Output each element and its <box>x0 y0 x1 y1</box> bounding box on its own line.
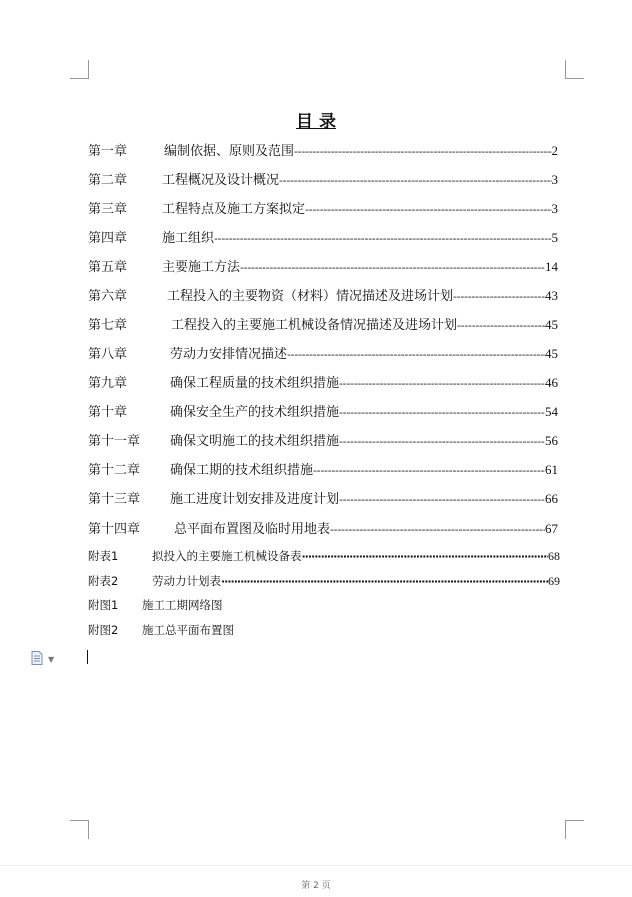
toc-chapter-number: 第三章 <box>88 202 128 217</box>
toc-chapter-row[interactable] <box>88 372 558 391</box>
toc-page-number: 14 <box>545 259 558 274</box>
toc-chapter-title: 主要施工方法 <box>162 260 241 275</box>
toc-page-number: 45 <box>545 346 558 361</box>
toc-leader <box>279 174 551 187</box>
page-number-footer: 第 2 页 <box>301 881 331 891</box>
toc-page-number: 56 <box>545 433 558 448</box>
appendix-leader <box>221 575 548 588</box>
margin-corner-bottom-right <box>565 820 584 839</box>
toc-chapter-title: 劳动力安排情况描述 <box>170 347 288 362</box>
toc-page-number: 67 <box>545 521 558 536</box>
appendix-row[interactable] <box>88 573 560 589</box>
toc-leader <box>240 261 545 274</box>
toc-chapter-number: 第十三章 <box>88 492 141 507</box>
appendix-label: 附表1 <box>88 549 119 563</box>
appendix-leader <box>302 550 549 563</box>
toc-leader <box>457 319 545 332</box>
toc-page-number: 46 <box>545 375 558 390</box>
toc-leader <box>453 290 545 303</box>
appendix-label: 附图2 <box>88 623 119 637</box>
toc-chapter-row[interactable] <box>88 430 558 449</box>
page-separator <box>0 865 632 866</box>
toc-page-number: 3 <box>551 201 558 216</box>
toc-leader <box>339 493 545 506</box>
toc-chapter-number: 第一章 <box>88 144 128 159</box>
toc-page-number: 5 <box>551 230 558 245</box>
document-icon[interactable] <box>31 651 43 665</box>
toc-chapter-row[interactable] <box>88 459 558 478</box>
toc-chapter-number: 第十二章 <box>88 463 141 478</box>
toc-leader <box>339 435 545 448</box>
toc-chapter-row[interactable] <box>88 343 558 362</box>
appendix-title: 拟投入的主要施工机械设备表 <box>152 549 302 563</box>
toc-chapter-row[interactable] <box>88 256 558 275</box>
toc-chapter-title: 确保工期的技术组织措施 <box>170 463 314 478</box>
toc-leader <box>313 464 545 477</box>
appendix-label: 附表2 <box>88 574 119 588</box>
toc-leader <box>305 203 551 216</box>
appendix-title: 施工总平面布置图 <box>142 623 234 637</box>
toc-page-number: 66 <box>545 491 558 506</box>
toc-page-number: 2 <box>551 143 558 158</box>
toc-chapter-number: 第六章 <box>88 289 128 304</box>
toc-leader <box>339 377 545 390</box>
toc-chapter-row[interactable] <box>88 401 558 420</box>
appendix-label: 附图1 <box>88 598 119 612</box>
margin-corner-top-left <box>70 60 89 79</box>
toc-chapter-number: 第七章 <box>88 318 128 333</box>
toc-title <box>0 107 632 132</box>
toc-chapter-title: 总平面布置图及临时用地表 <box>174 522 331 537</box>
toc-chapter-row[interactable] <box>88 140 558 159</box>
appendix-title: 施工工期网络图 <box>142 598 223 612</box>
toc-page-number: 45 <box>545 317 558 332</box>
appendix-page-number: 68 <box>548 549 560 563</box>
toc-chapter-row[interactable] <box>88 198 558 217</box>
toc-chapter-row[interactable] <box>88 518 558 537</box>
appendix-row[interactable] <box>88 548 560 564</box>
margin-corner-top-right <box>565 60 584 79</box>
toc-page-number: 3 <box>551 172 558 187</box>
toc-chapter-number: 第十一章 <box>88 434 141 449</box>
toc-leader <box>330 523 545 536</box>
toc-chapter-title: 工程概况及设计概况 <box>162 173 280 188</box>
toc-chapter-number: 第四章 <box>88 231 128 246</box>
toc-chapter-number: 第十四章 <box>88 522 141 537</box>
toc-chapter-title: 工程投入的主要施工机械设备情况描述及进场计划 <box>171 318 458 333</box>
margin-corner-bottom-left <box>70 820 89 839</box>
toc-chapter-number: 第十章 <box>88 405 128 420</box>
toc-chapter-number: 第八章 <box>88 347 128 362</box>
toc-chapter-row[interactable] <box>88 314 558 333</box>
toc-chapter-title: 确保工程质量的技术组织措施 <box>170 376 340 391</box>
toc-chapter-title: 工程特点及施工方案拟定 <box>162 202 306 217</box>
toc-chapter-row[interactable] <box>88 488 558 507</box>
appendix-page-number: 69 <box>548 574 560 588</box>
toc-chapter-row[interactable] <box>88 169 558 188</box>
toc-chapter-title: 编制依据、原则及范围 <box>164 144 295 159</box>
toc-chapter-title: 工程投入的主要物资（材料）情况描述及进场计划 <box>167 289 454 304</box>
appendix-row[interactable] <box>88 622 560 638</box>
toc-leader <box>294 145 551 158</box>
text-cursor <box>87 650 88 664</box>
appendix-title: 劳动力计划表 <box>152 574 221 588</box>
toc-page-number: 54 <box>545 404 558 419</box>
chevron-down-icon[interactable]: ▼ <box>48 655 55 664</box>
appendix-row[interactable] <box>88 597 560 613</box>
toc-chapter-number: 第五章 <box>88 260 128 275</box>
toc-chapter-title: 施工组织 <box>162 231 215 246</box>
toc-chapter-title: 确保文明施工的技术组织措施 <box>170 434 340 449</box>
toc-chapter-number: 第二章 <box>88 173 128 188</box>
toc-chapter-title: 施工进度计划安排及进度计划 <box>170 492 340 507</box>
toc-leader <box>214 232 551 245</box>
toc-chapter-row[interactable] <box>88 227 558 246</box>
toc-leader <box>287 348 545 361</box>
toc-page-number: 61 <box>545 462 558 477</box>
toc-page-number: 43 <box>545 288 558 303</box>
toc-leader <box>339 406 545 419</box>
toc-chapter-number: 第九章 <box>88 376 128 391</box>
toc-title-text: 目 录 <box>296 112 336 132</box>
toc-chapter-title: 确保安全生产的技术组织措施 <box>170 405 340 420</box>
toc-chapter-row[interactable] <box>88 285 558 304</box>
